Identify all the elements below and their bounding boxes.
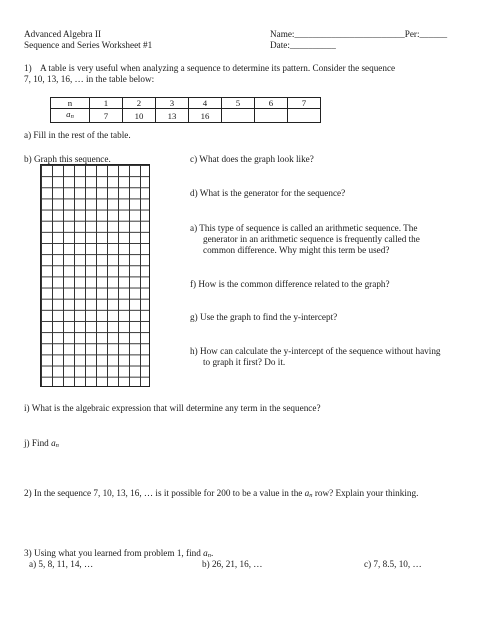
question-1c: c) What does the graph look like? bbox=[190, 154, 314, 164]
table-cell-n: 6 bbox=[255, 98, 288, 109]
problem-1-number: 1) bbox=[24, 63, 32, 73]
table-cell-an[interactable] bbox=[288, 109, 321, 123]
question-1e-line2: generator in an arithmetic sequence is frequently called the bbox=[203, 234, 420, 244]
question-1h-line2: to graph it first? Do it. bbox=[203, 357, 286, 367]
problem-3-option-a: a) 5, 8, 11, 14, … bbox=[29, 559, 94, 569]
table-cell-n: 4 bbox=[189, 98, 222, 109]
table-cell-an: 10 bbox=[123, 109, 156, 123]
table-cell-an[interactable] bbox=[255, 109, 288, 123]
question-1a: a) Fill in the rest of the table. bbox=[24, 130, 131, 140]
problem-1-text-line2: 7, 10, 13, 16, … in the table below: bbox=[24, 74, 155, 84]
question-1e-line1: a) This type of sequence is called an arithmetic sequence. The bbox=[190, 223, 418, 233]
table-header-n: n bbox=[51, 98, 90, 109]
table-cell-an: 13 bbox=[156, 109, 189, 123]
graph-grid[interactable] bbox=[40, 164, 150, 387]
table-cell-n: 1 bbox=[90, 98, 123, 109]
sequence-table bbox=[50, 97, 321, 123]
table-cell-an: 7 bbox=[90, 109, 123, 123]
table-cell-n: 2 bbox=[123, 98, 156, 109]
question-1f: f) How is the common difference related to the graph? bbox=[190, 279, 390, 289]
date-field[interactable]: Date:__________ bbox=[270, 40, 336, 50]
table-header-an: an bbox=[51, 109, 90, 123]
problem-3-option-b: b) 26, 21, 16, … bbox=[202, 559, 263, 569]
table-row-an bbox=[51, 109, 321, 123]
problem-3-option-c: c) 7, 8.5, 10, … bbox=[364, 559, 422, 569]
question-1h-line1: h) How can calculate the y-intercept of the sequence without having bbox=[190, 346, 441, 356]
question-1j: j) Find an bbox=[24, 438, 59, 449]
problem-1-text-line1: A table is very useful when analyzing a sequence to determine its pattern. Consider the sequence bbox=[40, 63, 396, 73]
course-title: Advanced Algebra II bbox=[24, 29, 102, 39]
question-1i: i) What is the algebraic expression that will determine any term in the sequence? bbox=[24, 403, 321, 413]
table-cell-n: 7 bbox=[288, 98, 321, 109]
table-cell-an[interactable] bbox=[222, 109, 255, 123]
table-cell-n: 3 bbox=[156, 98, 189, 109]
problem-3: 3) Using what you learned from problem 1, find an. bbox=[24, 548, 214, 559]
question-1b: b) Graph this sequence. bbox=[24, 154, 111, 164]
question-1g: g) Use the graph to find the y-intercept? bbox=[190, 312, 338, 322]
problem-2: 2) In the sequence 7, 10, 13, 16, … is it possible for 200 to be a value in the an row? Explain your thinking. bbox=[24, 488, 419, 499]
table-cell-n: 5 bbox=[222, 98, 255, 109]
table-cell-an: 16 bbox=[189, 109, 222, 123]
question-1e-line3: common difference. Why might this term be used? bbox=[203, 245, 390, 255]
table-row-n bbox=[51, 98, 321, 109]
question-1d: d) What is the generator for the sequence? bbox=[190, 188, 346, 198]
worksheet-title: Sequence and Series Worksheet #1 bbox=[24, 40, 153, 50]
name-period-field[interactable]: Name:________________________Per:______ bbox=[270, 29, 448, 39]
